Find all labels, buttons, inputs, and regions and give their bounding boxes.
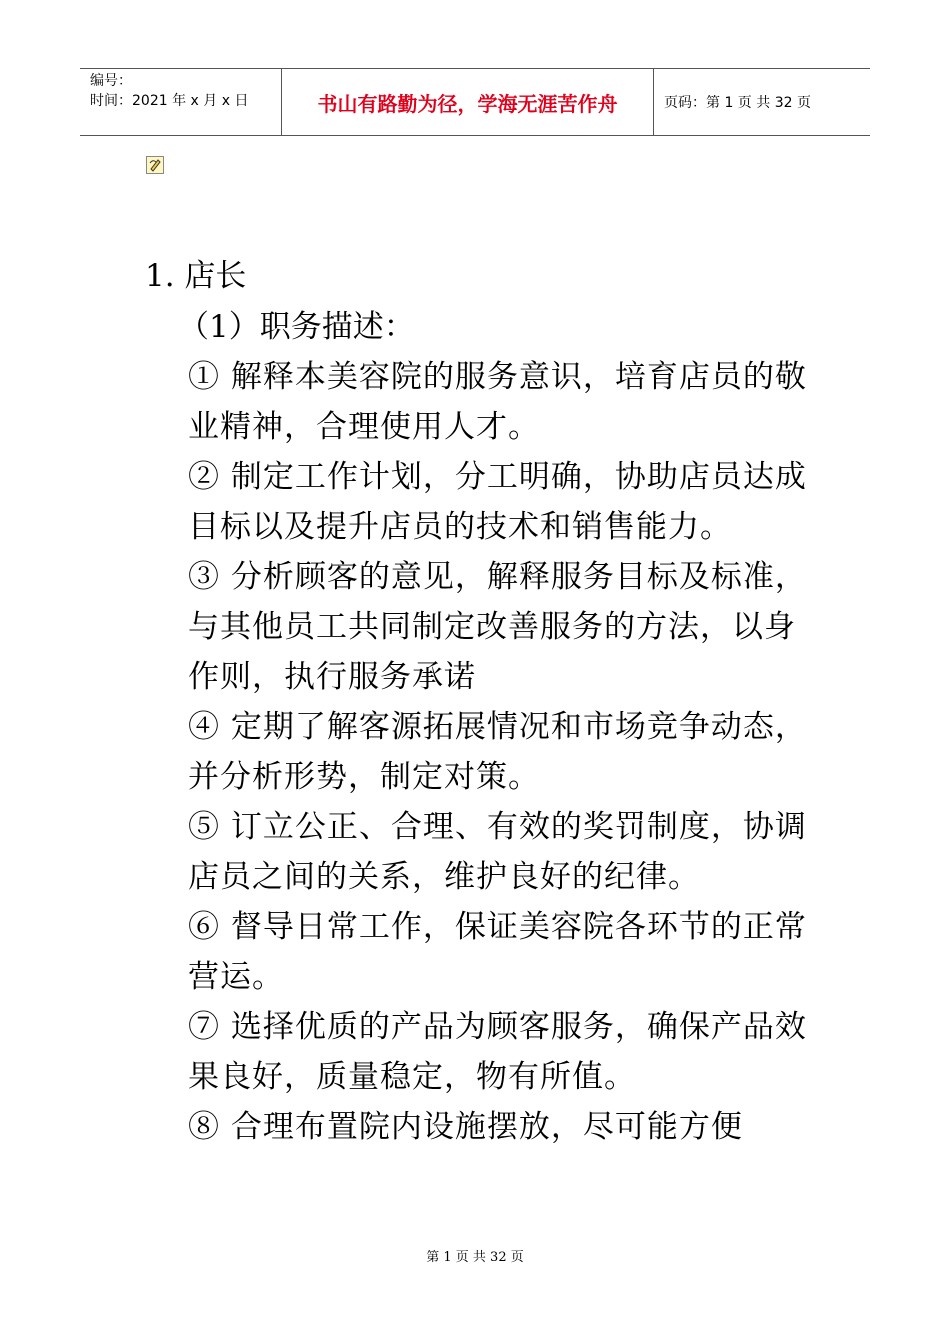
duty-item-7: ⑦ 选择优质的产品为顾客服务，确保产品效果良好，质量稳定，物有所值。 <box>188 1009 807 1095</box>
document-icon <box>146 156 164 174</box>
duty-item-6: ⑥ 督导日常工作，保证美容院各环节的正常营运。 <box>188 909 807 995</box>
page-header <box>80 68 870 136</box>
duty-item-8: ⑧ 合理布置院内设施摆放，尽可能方便 <box>188 1109 743 1145</box>
date-label: 时间：2021 年 x 月 x 日 <box>90 93 249 109</box>
document-number-label: 编号： <box>90 73 132 89</box>
duty-item-3: ③ 分析顾客的意见，解释服务目标及标准，与其他员工共同制定改善服务的方法，以身作则，执行服务承诺 <box>188 559 807 695</box>
section-subheading: （1）职务描述： <box>178 309 415 345</box>
duty-item-5: ⑤ 订立公正、合理、有效的奖罚制度，协调店员之间的关系，维护良好的纪律。 <box>188 809 807 895</box>
header-left-cell <box>80 69 282 135</box>
duty-item-2: ② 制定工作计划，分工明确，协助店员达成目标以及提升店员的技术和销售能力。 <box>188 459 807 545</box>
header-motto-cell <box>282 69 654 135</box>
motto-text: 书山有路勤为径，学海无涯苦作舟 <box>317 91 618 116</box>
duty-item-4: ④ 定期了解客源拓展情况和市场竞争动态，并分析形势，制定对策。 <box>188 709 807 795</box>
page-footer: 第 1 页 共 32 页 <box>426 1250 524 1265</box>
page-info: 页码：第 1 页 共 32 页 <box>664 95 811 111</box>
header-page-cell <box>654 69 870 135</box>
duty-item-1: ① 解释本美容院的服务意识，培育店员的敬业精神，合理使用人才。 <box>188 359 807 445</box>
section-heading: 1. 店长 <box>145 258 247 294</box>
duty-list <box>188 352 818 1152</box>
